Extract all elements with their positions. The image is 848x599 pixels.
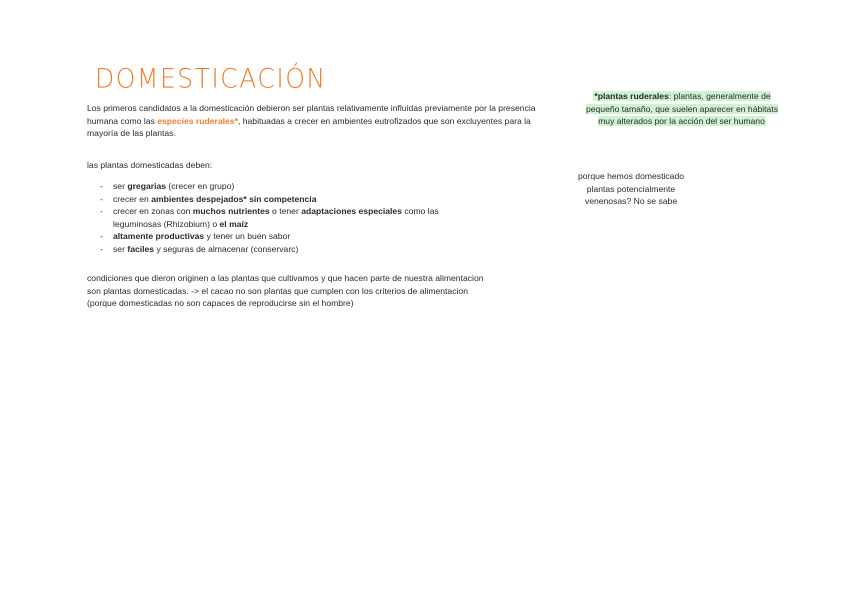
list-intro: las plantas domesticadas deben:: [87, 160, 213, 170]
conditions-line: condiciones que dieron originen a las plantas que cultivamos y que hacen parte de nuestra alimentacion: [87, 273, 484, 283]
ruderal-species-highlight: especies ruderales*: [157, 115, 238, 126]
list-item: - crecer en zonas con muchos nutrientes o tener adaptaciones especiales como las leguminosas (Rhizobium) o el maíz: [100, 205, 480, 230]
side-question-note: porque hemos domesticado plantas potencialmente venenosas? No se sabe: [577, 171, 685, 207]
intro-text-after: , habituadas a crecer en ambientes eutrofizados que son excluyentes para la mayoría de las plantas.: [87, 115, 531, 139]
conditions-paragraph: [87, 272, 547, 310]
ruderal-definition-text: : plantas, generalmente de pequeño tamaño, que suelen aparecer en hábitats muy alterados por la acción del ser humano: [585, 91, 779, 127]
conditions-line: son plantas domesticadas. -> el cacao no son plantas que cumplen con los criterios de alimentacion: [87, 285, 468, 296]
intro-text-before: Los primeros candidatos a la domesticación debieron ser plantas relativamente influidas previamente por la presencia humana como las: [87, 103, 536, 126]
intro-paragraph: [87, 102, 547, 140]
list-item: - ser faciles y seguras de almacenar (conservarc): [100, 243, 480, 256]
page-title: DOMESTICACIÓN: [95, 63, 327, 94]
list-item: - crecer en ambientes despejados* sin competencia: [100, 193, 480, 206]
requirements-list: [100, 180, 480, 256]
conditions-line: (porque domesticadas no son capaces de reproducirse sin el hombre): [87, 298, 354, 309]
ruderal-definition-term: *plantas ruderales: [594, 91, 669, 101]
ruderal-definition-note: [582, 90, 782, 128]
list-item: - altamente productivas y tener un buen sabor: [100, 230, 480, 243]
list-item: - ser gregarias (crecer en grupo): [100, 180, 480, 193]
